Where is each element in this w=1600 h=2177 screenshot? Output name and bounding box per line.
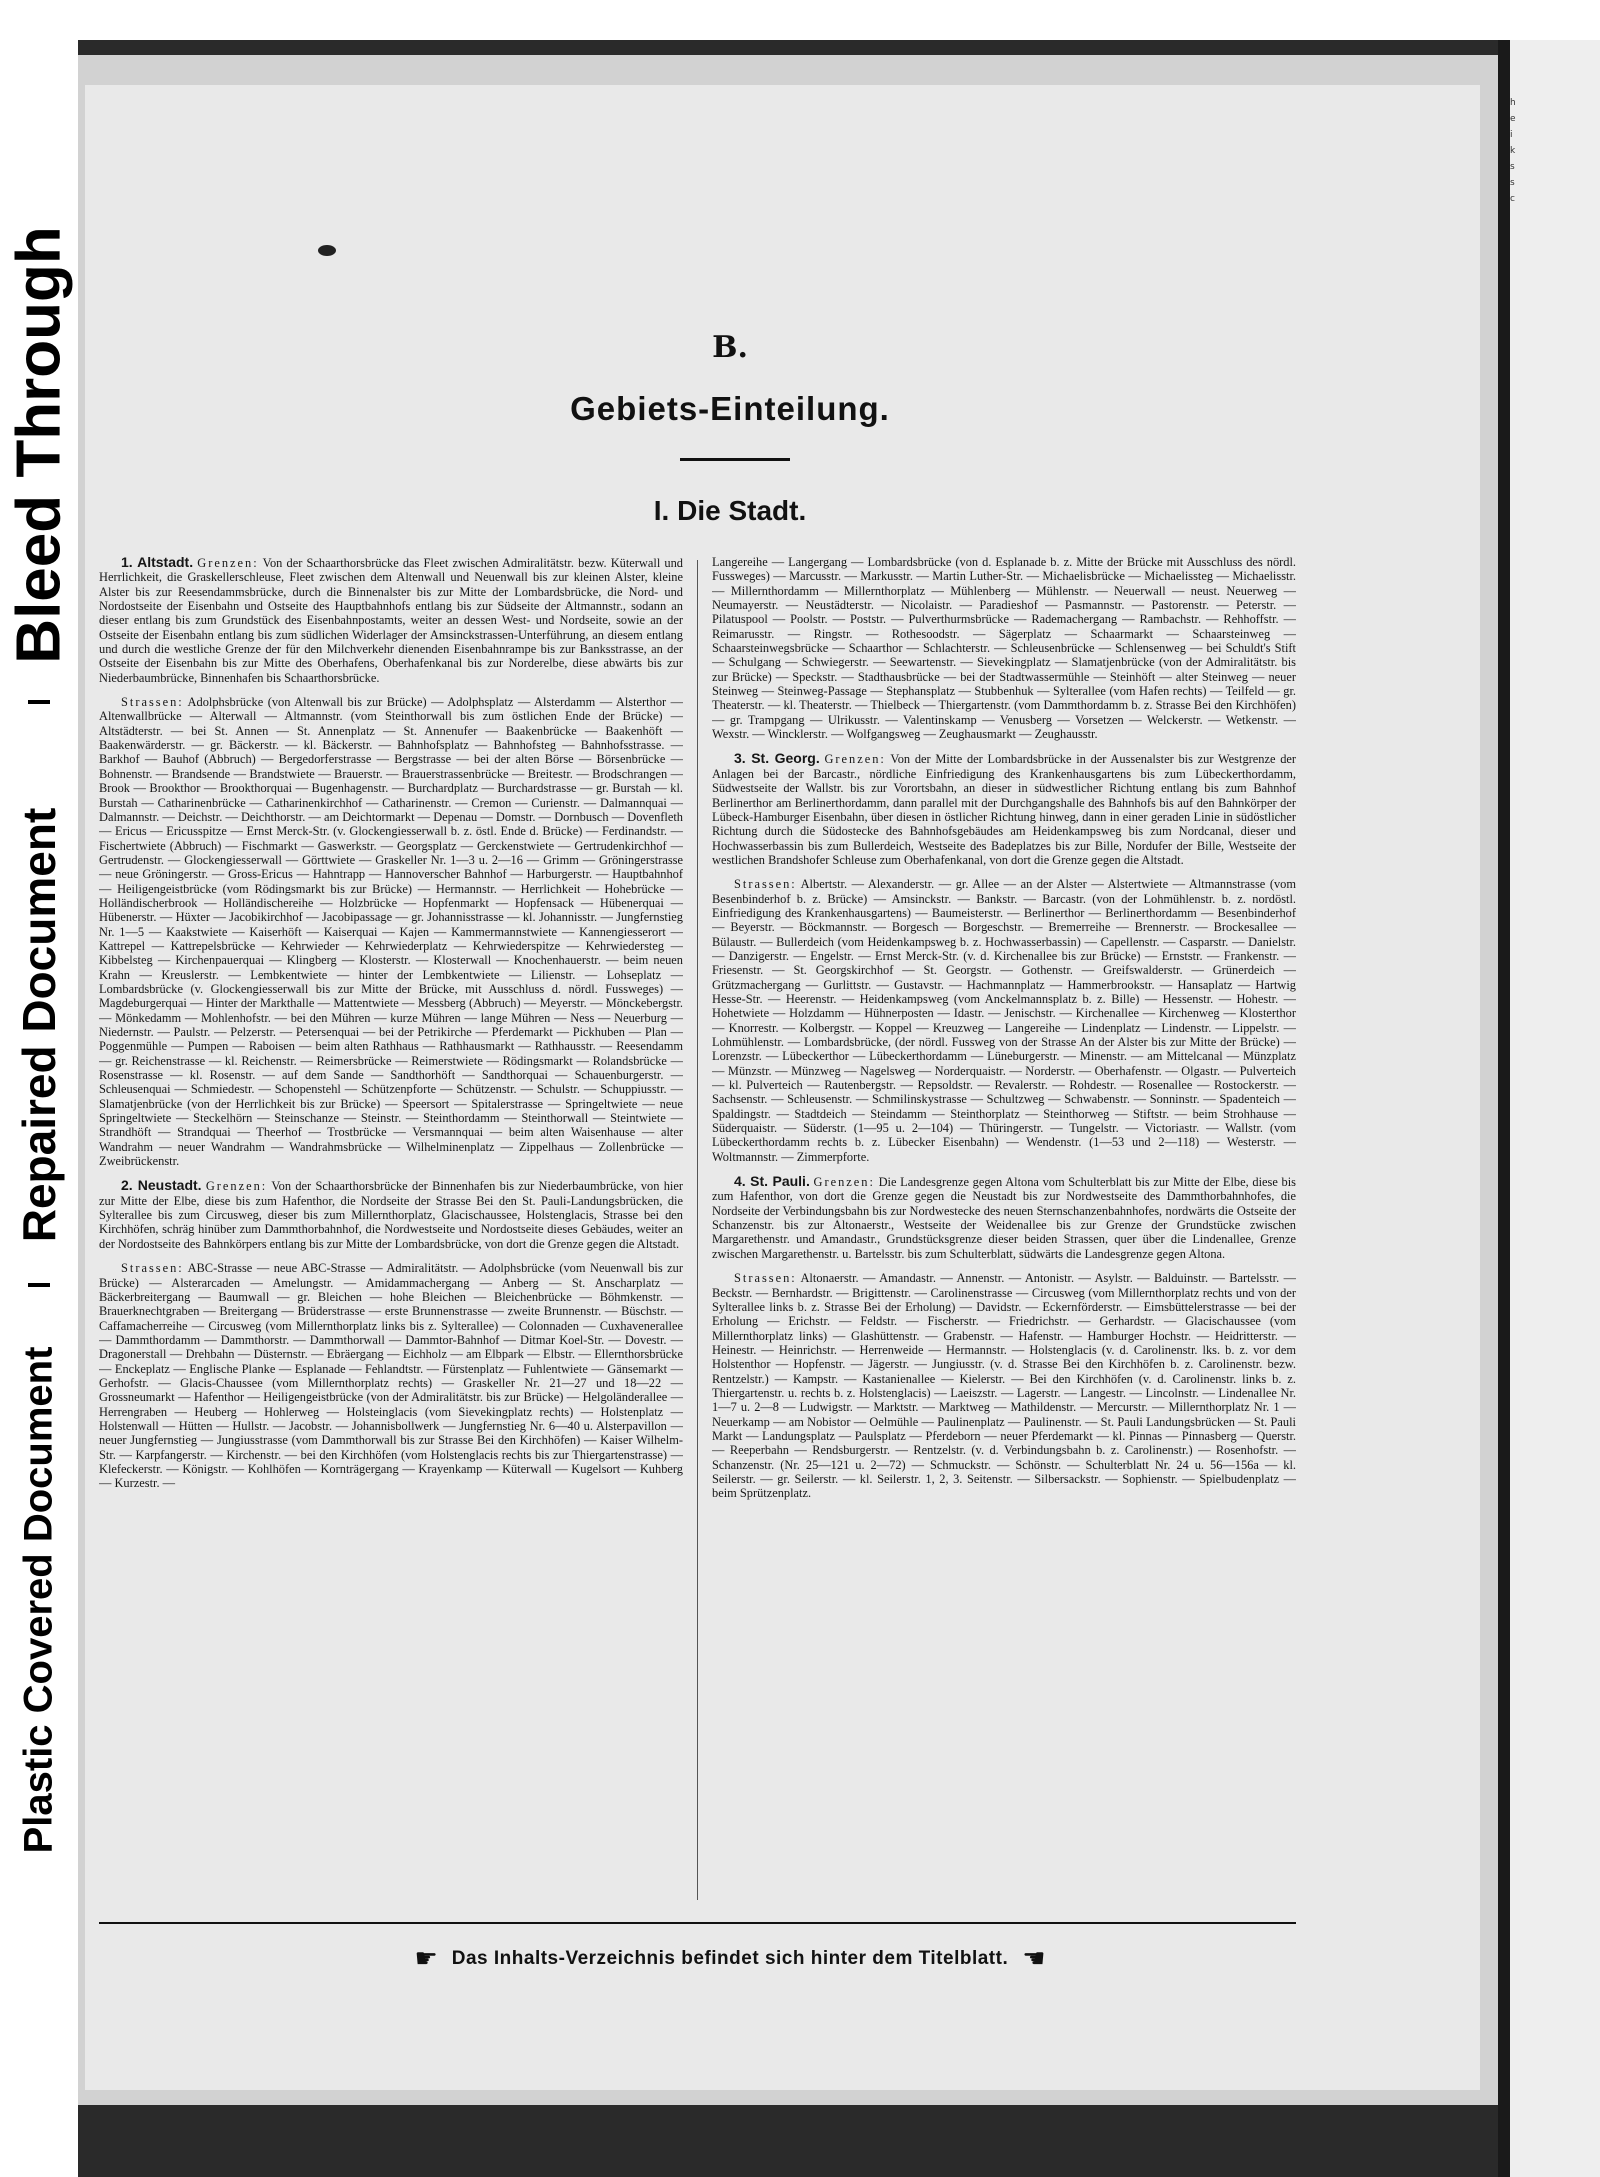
district-paragraph: [712, 751, 1296, 867]
footer-note: [310, 1944, 1150, 1974]
label-plastic-covered: Plastic Covered Document: [16, 1346, 61, 1854]
boundary-text: Von der Schaarthorsbrücke das Fleet zwischen Admiralitätstr. bezw. Küterwall und Herrlichkeit, die Graskellerschleuse, Fleet zwischen dem Altenwall und Neuenwall bis zur kleinen Alster, kleine Alster bis zur Reesendammsbrücke, durch die Binnenalster bis zur Mitte der Lombardsbrücke, die Nord- und Nordostseite der Eisenbahn und Ostseite des Hauptbahnhofs entlang bis zur Südseite der Altmannstr., sodann an dieser entlang bis zum Grundstück des Eisenbahnpostamts, weiter an dessen West- und Nordseite, sowie an der Ostseite der Eisenbahn entlang bis zum südlichen Widerlager der Amsinckstrassen-Unterführung, an diesem entlang und durch die westliche Grenze der für den Milchverkehr dienenden Eisenbahnrampe bis zur Banksstrasse, an der Ostseite der Eisenbahn bis zur Mitte des Oberhafens, Oberhafenkanal bis zur Norderelbe, diese abwärts bis zur Niederbaumbrücke, Binnenhafen bis Schaarthorsbrücke.: [99, 556, 683, 685]
footer-rule: [99, 1922, 1296, 1924]
street-list-paragraph: [99, 695, 683, 1168]
boundary-text: Von der Schaarthorsbrücke der Binnenhafen bis zur Niederbaumbrücke, von hier zur Mitte der Elbe, diese bis zum Hafenthor, die Nordseite der Strasse Bei den St. Pauli-Landungsbrücken, die Sylterallee bis zum Circusweg, dieser bis zum Millernthorplatz, Glacischaussee, Holstenglacis, Strasse bei den Kirchhöfen, schräg hinüber zum Dammthorbahnhof, die Nordwestseite und Nordostseite dieses Gebäudes, weiter an der Nordostseite des Bahnkörpers entlang bis zur Mitte der Lombardsbrücke, von dort die Grenze gegen die Altstadt.: [99, 1179, 683, 1251]
punch-hole: [318, 245, 336, 256]
section-letter: B.: [712, 330, 748, 365]
label-bleed-through: Bleed Through: [4, 226, 74, 664]
street-list: Altonaerstr. — Amandastr. — Annenstr. — Antonistr. — Asylstr. — Balduinstr. — Bartelsstr. — Beckstr. — Bernhardstr. — Brigittenstr. — Carolinenstrasse — Circusweg (vom Millernthorplatz rechts und von der Sylterallee links b. z. Strasse Bei der Erholung) — Davidstr. — Eckernförderstr. — Eimsbüttelerstrasse — bei der Erholung — Erichstr. — Feldstr. — Fischerstr. — Friedrichstr. — Gerhardstr. — Glacischaussee (vom Millernthorplatz links) — Glashüttenstr. — Grabenstr. — Hafenstr. — Hamburger Hochstr. — Heidritterstr. — Heinestr. — Heinrichstr. — Herrenweide — Hermannstr. — Holstenglacis (v. d. Carolinenstr. lks. b. z. vor dem Holstenthor — Hopfenstr. — Jägerstr. — Jungiusstr. (v. d. Strasse Bei den Kirchhöfen b. z. Carolinenstr. bezw. Rentzelstr.) — Kampstr. — Kastanienallee — Kielerstr. — Bei den Kirchhöfen (v. d. Carolinenstr. links b. z. Thiergartenstr. u. rechts b. z. Holstenglacis) — Laeiszstr. — Lagerstr. — Langestr. — Lincolnstr. — Lindenallee Nr. 1—7 u. 2—8 — Ludwigstr. — Marktstr. — Marktweg — Mathildenstr. — Mercurstr. — Millernthorplatz Nr. 1 — Neuerkamp — am Nobistor — Oelmühle — Paulinenplatz — Paulinenstr. — St. Pauli Landungsbrücken — St. Pauli Markt — Landungsplatz — Paulsplatz — Pferdeborn — neuer Pferdemarkt — kl. Pinnas — Pinnasberg — Querstr. — Reeperbahn — Rendsburgerstr. — Rentzelstr. (v. d. Verbindungsbahn b. z. Carolinenstr.) — Rosenhofstr. — Schanzenstr. (Nr. 25—121 u. 2—72) — Schmuckstr. — Schönstr. — Schulterblatt Nr. 24 u. 56—156a — kl. Seilerstr. — gr. Seilerstr. — kl. Seilerstr. 1, 2, 3. Seitenstr. — Silbersackstr. — Sophienstr. — Spielbudenplatz — beim Sprützenplatz.: [712, 1271, 1296, 1501]
district-heading: 3. St. Georg.: [734, 750, 820, 767]
boundary-text: Die Landesgrenze gegen Altona vom Schulterblatt bis zur Mitte der Elbe, diese bis zum Hafenthor, von dort die Grenze gegen die Neustadt bis zur Nordwestseite des Dammthorbahnhofes, die Nordseite der Verbindungsbahn bis zur Nordwestecke des neuen Sternschanzenbahnhofes, nordwärts die Ostseite der Schanzenstr. bis zur Altonaerstr., Westseite der Weidenallee bis zur Grenze der Grundstücke zwischen Margarethenstr. und Amandastr., Grundstücksgrenze dieser beiden Strassen, quer über die Lindenallee, Grenze zwischen Margarethenstr. u. Bartelsstr. bis zum Schulterblatt, südwärts die Landesgrenze gegen Altona.: [712, 1175, 1296, 1261]
street-list-continued: [712, 555, 1296, 741]
boundary-label: Grenzen:: [813, 1175, 875, 1190]
streets-label: Strassen:: [734, 1271, 797, 1286]
label-separator: [28, 700, 50, 704]
title-divider: [680, 458, 790, 461]
street-list: Albertstr. — Alexanderstr. — gr. Allee — an der Alster — Alstertwiete — Altmannstrasse (vom Besenbinderhof b. z. Brücke) — Amsinckstr. — Bankstr. — Barcastr. (von der Lohmühlenstr. b. z. nordöstl. Einfriedigung des Krankenhausgartens) — Baumeisterstr. — Berlinerthor — Berlinerthordamm — Besenbinderhof — Beyerstr. — Böckmannstr. — Borgesch — Borgeschstr. — Bremerreihe — Brennerstr. — Brockesallee — Bülaustr. — Bullerdeich (vom Heidenkampsweg b. z. Hochwasserbassin) — Capellenstr. — Casparstr. — Danielstr. — Danzigerstr. — Engelstr. — Ernst Merck-Str. (v. d. Kirchenallee bis zur Brücke) — Ernststr. — Frankenstr. — Friesenstr. — St. Georgskirchhof — St. Georgstr. — Gothenstr. — Greifswalderstr. — Grünerdeich — Grützmachergang — Gurlittstr. — Gustavstr. — Hachmannplatz — Hammerbrookstr. — Hansaplatz — Hartwig Hesse-Str. — Heerenstr. — Heidenkampsweg (vom Anckelmannsplatz b. z. Bille) — Hessenstr. — Hohestr. — Hohetwiete — Holzdamm — Hühnerposten — Idastr. — Jenischstr. — Kirchenallee — Kirchenweg — Klosterthor — Knorrestr. — Kolbergstr. — Koppel — Kreuzweg — Langereihe — Lindenplatz — Lindenstr. — Lippelstr. — Lohmühlenstr. — Lombardsbrücke, (der nördl. Fussweg von der Strasse An der Alster bis zur Mitte der Brücke) — Lorenzstr. — Lübeckerthor — Lübeckerthordamm — Lüneburgerstr. — Minenstr. — am Mittelcanal — Münzplatz — Münzstr. — Münzweg — Nagelsweg — Norderquaistr. — Norderstr. — Oberhafenstr. — Olgastr. — Pulverteich — kl. Pulverteich — Rautenbergstr. — Repsoldstr. — Revalerstr. — Rohdestr. — Rosenallee — Rostockerstr. — Sachsenstr. — Schleusenstr. — Schmilinskystrasse — Schultzweg — Schwabenstr. — Sonninstr. — Spadenteich — Spaldingstr. — Stadtdeich — Steindamm — Steinthorplatz — Steinthorweg — Stiftstr. — beim Strohhause — Süderquaistr. — Süderstr. (1—95 u. 2—104) — Thüringerstr. — Tungelstr. — Victoriastr. — Wallstr. (vom Lübeckerthordamm rechts b. z. Lübecker Eisenbahn) — Wendenstr. (1—53 und 2—118) — Westerstr. — Woltmannstr. — Zimmerpforte.: [712, 877, 1296, 1164]
label-repaired-document: Repaired Document: [13, 807, 65, 1243]
page-edge-shadow: [1498, 40, 1510, 2177]
column-divider: [697, 560, 698, 1900]
district-heading: 1. Altstadt.: [121, 555, 194, 570]
district-paragraph: [99, 555, 683, 685]
adjacent-page-strip: [1510, 40, 1600, 2177]
adjacent-page-margin-marks: h e i k s s c: [1510, 98, 1516, 204]
streets-label: Strassen:: [734, 877, 797, 892]
pointing-hand-right-icon: ☛: [414, 1944, 438, 1974]
street-list-paragraph: [99, 1261, 683, 1491]
boundary-text: Von der Mitte der Lombardsbrücke in der Aussenalster bis zur Westgrenze der Anlagen bei der Barcastr., nördliche Einfriedigung des Krankenhausgartens bis zum Lübeckerthordamm, Südwestseite der Wallstr. bis zur Vorortsbahn, an dieser in südwestlicher Richtung entlang bis zum Bahnhof Berlinerthor am Berlinerthordamm, dann parallel mit der Durchgangshalle des Bahnhofs bis auf den Bahnkörper der Lübeck-Hamburger Eisenbahn, über diesen in östlicher Richtung hinweg, dann in einer geraden Linie in südöstlicher Richtung durch die Südostecke des Bahnhofsgebäudes am Heidenkampsweg bis zum Nordcanal, dieser und Hochwasserbassin bis zum Bullerdeich, Westseite des Badeplatzes bis zur Bille, Nordufer der Bille, Westseite der westlichen Brandshofer Schleuse zum Oberhafenkanal, von dort die Grenze gegen die Altstadt.: [712, 752, 1296, 867]
street-list-paragraph: [712, 877, 1296, 1164]
subsection-title: I. Die Stadt.: [653, 495, 807, 526]
district-paragraph: [712, 1174, 1296, 1261]
text-column-left: [99, 555, 683, 1900]
district-heading: 2. Neustadt.: [121, 1177, 202, 1194]
street-list: ABC-Strasse — neue ABC-Strasse — Admiralitätstr. — Adolphsbrücke (vom Neuenwall bis zur Brücke) — Alsterarcaden — Amelungstr. — Amidammachergang — Anberg — St. Anscharplatz — Bäckerbreitergang — Baumwall — gr. Bleichen — hohe Bleichen — Bleichenbrücke — Böhmkenstr. — Brauerknechtgraben — Breitergang — Brüderstrasse — erste Brunnenstrasse — zweite Brunnenstr. — Büschstr. — Caffamacherreihe — Circusweg (vom Millernthorplatz links bis z. Sylterallee) — Colonnaden — Cuxhavenerallee — Dammthordamm — Dammthorstr. — Dammthorwall — Dammtor-Bahnhof — Ditmar Koel-Str. — Dovestr. — Dragonerstall — Drehbahn — Düsternstr. — Ebräergang — Eichholz — am Elbpark — Elbstr. — Ellernthorsbrücke — Enckeplatz — Englische Planke — Esplanade — Fehlandtstr. — Fürstenplatz — Fuhlentwiete — Gänsemarkt — Gerhofstr. — Glacis-Chaussee (vom Millernthorplatz rechts) — Graskeller Nr. 21—27 und 18—22 — Grossneumarkt — Hafenthor — Heiligengeistbrücke (von der Admiralitätstr. bis zur Brücke) — Helgoländerallee — Herrengraben — Heuberg — Hohlerweg — Holsteinglacis (vom Sievekingplatz rechts) — Holstenplatz — Holstenwall — Hütten — Hullstr. — Jacobstr. — Johannisbollwerk — Jungfernstieg Nr. 6—40 u. Alsterpavillon — neuer Jungfernstieg — Jungiusstrasse (vom Dammthorwall bis zur Strasse Bei den Kirchhöfen) — Kaiser Wilhelm-Str. — Karpfangerstr. — Kirchenstr. — bei den Kirchhöfen (vom Holstenglacis rechts bis zur Thiergartenstrasse) — Klefeckerstr. — Königstr. — Kohlhöfen — Kornträgergang — Krayenkamp — Küterwall — Kugelsort — Kuhberg — Kurzestr. —: [99, 1261, 683, 1491]
street-list-paragraph: [712, 1271, 1296, 1501]
boundary-label: Grenzen:: [197, 556, 259, 570]
district-heading: 4. St. Pauli.: [734, 1173, 810, 1190]
boundary-label: Grenzen:: [205, 1179, 268, 1194]
text-column-right: [712, 555, 1296, 1900]
pointing-hand-left-icon: ☚: [1022, 1944, 1046, 1974]
streets-label: Strassen:: [121, 1261, 184, 1276]
street-list: Adolphsbrücke (von Altenwall bis zur Brücke) — Adolphsplatz — Alsterdamm — Alsterthor — Altenwallbrücke — Alterwall — Altmannstr. (vom Steinthorwall bis zum östlichen Ende der Brücke) — Altstädterstr. — bei St. Annen — St. Annenplatz — St. Annenufer — Baakenbrücke — Baakenhöft — Baakenwärderstr. — gr. Bäckerstr. — kl. Bäckerstr. — Bahnhofsplatz — Bahnhofsteg — Bahnhofsstrasse. — Barkhof — Bauhof (Abbruch) — Bergedorferstrasse — Bergstrasse — bei der alten Börse — Börsenbrücke — Bohnenstr. — Brandsende — Brandstwiete — Brauerstr. — Brauerstrassenbrücke — Breitestr. — Brodschrangen — Brook — Brookthor — Brookthorquai — Bugenhagenstr. — Burchardplatz — Burchardstrasse — gr. Burstah — kl. Burstah — Catharinenbrücke — Catharinenkirchhof — Catharinenstr. — Cremon — Curienstr. — Dalmannquai — Dalmannstr. — Deichstr. — Deichthorstr. — am Deichtormarkt — Depenau — Domstr. — Dornbusch — Dovenfleth — Ericus — Ericusspitze — Ernst Merck-Str. (v. Glockengiesserwall b. z. östl. Ende d. Brücke) — Ferdinandstr. — Fischertwiete (Abbruch) — Fischmarkt — Gaswerkstr. — Georgsplatz — Gerckenstwiete — Gertrudenkirchhof — Gertrudenstr. — Glockengiesserwall — Görttwiete — Graskeller Nr. 1—3 u. 2—16 — Grimm — Gröningerstrasse — neue Gröningerstr. — Gross-Ericus — Hahntrapp — Hannoverscher Bahnhof — Harburgerstr. — Hauptbahnhof — Heiligengeistbrücke (vom Rödingsmarkt bis zur Brücke) — Hermannstr. — Herrlichkeit — Hohebrücke — Holländischerbrook — Holländischereihe — Holzbrücke — Hopfenmarkt — Hopfensack — Hübenerquai — Hübenerstr. — Hüxter — Jacobikirchhof — Jacobipassage — gr. Johannisstrasse — kl. Johannisstr. — Jungfernstieg Nr. 1—5 — Kaakstwiete — Kaiserhöft — Kaiserquai — Kajen — Kammermannstwiete — Kannengiesserort — Kattrepel — Kattrepelsbrücke — Kehrwieder — Kehrwiederplatz — Kehrwiederspitze — Kehrwiedersteg — Kibbelsteg — Kirchenpauerquai — Klingberg — Klosterstr. — Klosterwall — Knochenhauerstr. — beim neuen Krahn — Kreuslerstr. — Lembkentwiete — hinter der Lembkentwiete — Lilienstr. — Lohseplatz — Lombardsbrücke (v. Glockengiesserwall bis zur Mitte der Brücke, mit Ausschluss d. nördl. Fussweges) — Magdeburgerquai — Hinter der Markthalle — Mattentwiete — Messberg (Abbruch) — Meyerstr. — Mönckebergstr. — Mönkedamm — Mohlenhofstr. — bei den Mühren — kurze Mühren — lange Mühren — Ness — Neuerburg — Niedernstr. — Paulstr. — Pelzerstr. — Petersenquai — bei der Petrikirche — Pferdemarkt — Pickhuben — Plan — Poggenmühle — Pumpen — Raboisen — beim alten Rathhaus — Rathhausmarkt — Rathhausstr. — Reesendamm — gr. Reichenstrasse — kl. Reichenstr. — Reimersbrücke — Reimerstwiete — Rödingsmarkt — Rolandsbrücke — Rosenstrasse — kl. Rosenstr. — auf dem Sande — Sandthorhöft — Sandthorquai — Schauenburgerstr. — Schleusenquai — Schmiedestr. — Schopenstehl — Schützenpforte — Schützenstr. — Schulstr. — Schuppiusstr. — Slamatjenbrücke (von der Herrlichkeit bis zur Brücke) — Speersort — Spitalerstrasse — Springeltwiete — neue Springeltwiete — Steckelhörn — Steinschanze — Steinstr. — Steinthordamm — Steinthorwall — Steintwiete — Strandhöft — Strandquai — Theerhof — Trostbrücke — Versmannquai — beim alten Waisenhause — alter Wandrahm — neuer Wandrahm — Wandrahmsbrücke — Wilhelminenplatz — Zippelhaus — Zollenbrücke — Zweibrückenstr.: [99, 695, 683, 1169]
district-paragraph: [99, 1178, 683, 1251]
label-separator: [28, 1283, 50, 1287]
page-title: Gebiets-Einteilung.: [570, 390, 890, 427]
boundary-label: Grenzen:: [824, 752, 886, 767]
streets-label: Strassen:: [121, 695, 184, 710]
street-list: Langereihe — Langergang — Lombardsbrücke (von d. Esplanade b. z. Mitte der Brücke mit Ausschluss des nördl. Fussweges) — Marcusstr. — Markusstr. — Martin Luther-Str. — Michaelisbrücke — Michaelissteg — Michaelisstr. — Millernthordamm — Millernthorplatz — Mühlenberg — Mühlenstr. — Neuerwall — neust. Neuerweg — Neumayerstr. — Neustädterstr. — Nicolaistr. — Paradieshof — Pasmannstr. — Pastorenstr. — Peterstr. — Pilatuspool — Poolstr. — Poststr. — Pulverthurmsbrücke — Rademachergang — Rambachstr. — Rehhoffstr. — Reimarusstr. — Ringstr. — Rothesoodstr. — Sägerplatz — Schaarmarkt — Schaarsteinweg — Schaarsteinwegsbrücke — Schaarthor — Schlachterstr. — Schleusenbrücke — Schlensenweg — bei Schuldt's Stift — Schulgang — Schwiegerstr. — Seewartenstr. — Sievekingplatz — Slamatjenbrücke (von der Admiralitätstr. bis zur Brücke) — Speckstr. — Stadthausbrücke — bei der Stadtwassermühle — Steinhöft — alter Steinweg — neuer Steinweg — Steinweg-Passage — Stephansplatz — Stubbenhuk — Sylterallee (vom Hafen rechts) — Teilfeld — gr. Theaterstr. — kl. Theaterstr. — Thielbeck — Thiergartenstr. (vom Dammthordamm b. z. Strasse Bei den Kirchhöfen) — gr. Trampgang — Ulrikusstr. — Valentinskamp — Venusberg — Vorsetzen — Welckerstr. — Wetkenstr. — Wexstr. — Wincklerstr. — Wolfgangsweg — Zeughausmarkt — Zeughausstr.: [712, 555, 1296, 742]
side-label-panel: [0, 0, 78, 2177]
footer-text: Das Inhalts-Verzeichnis befindet sich hinter dem Titelblatt.: [451, 1948, 1009, 1969]
